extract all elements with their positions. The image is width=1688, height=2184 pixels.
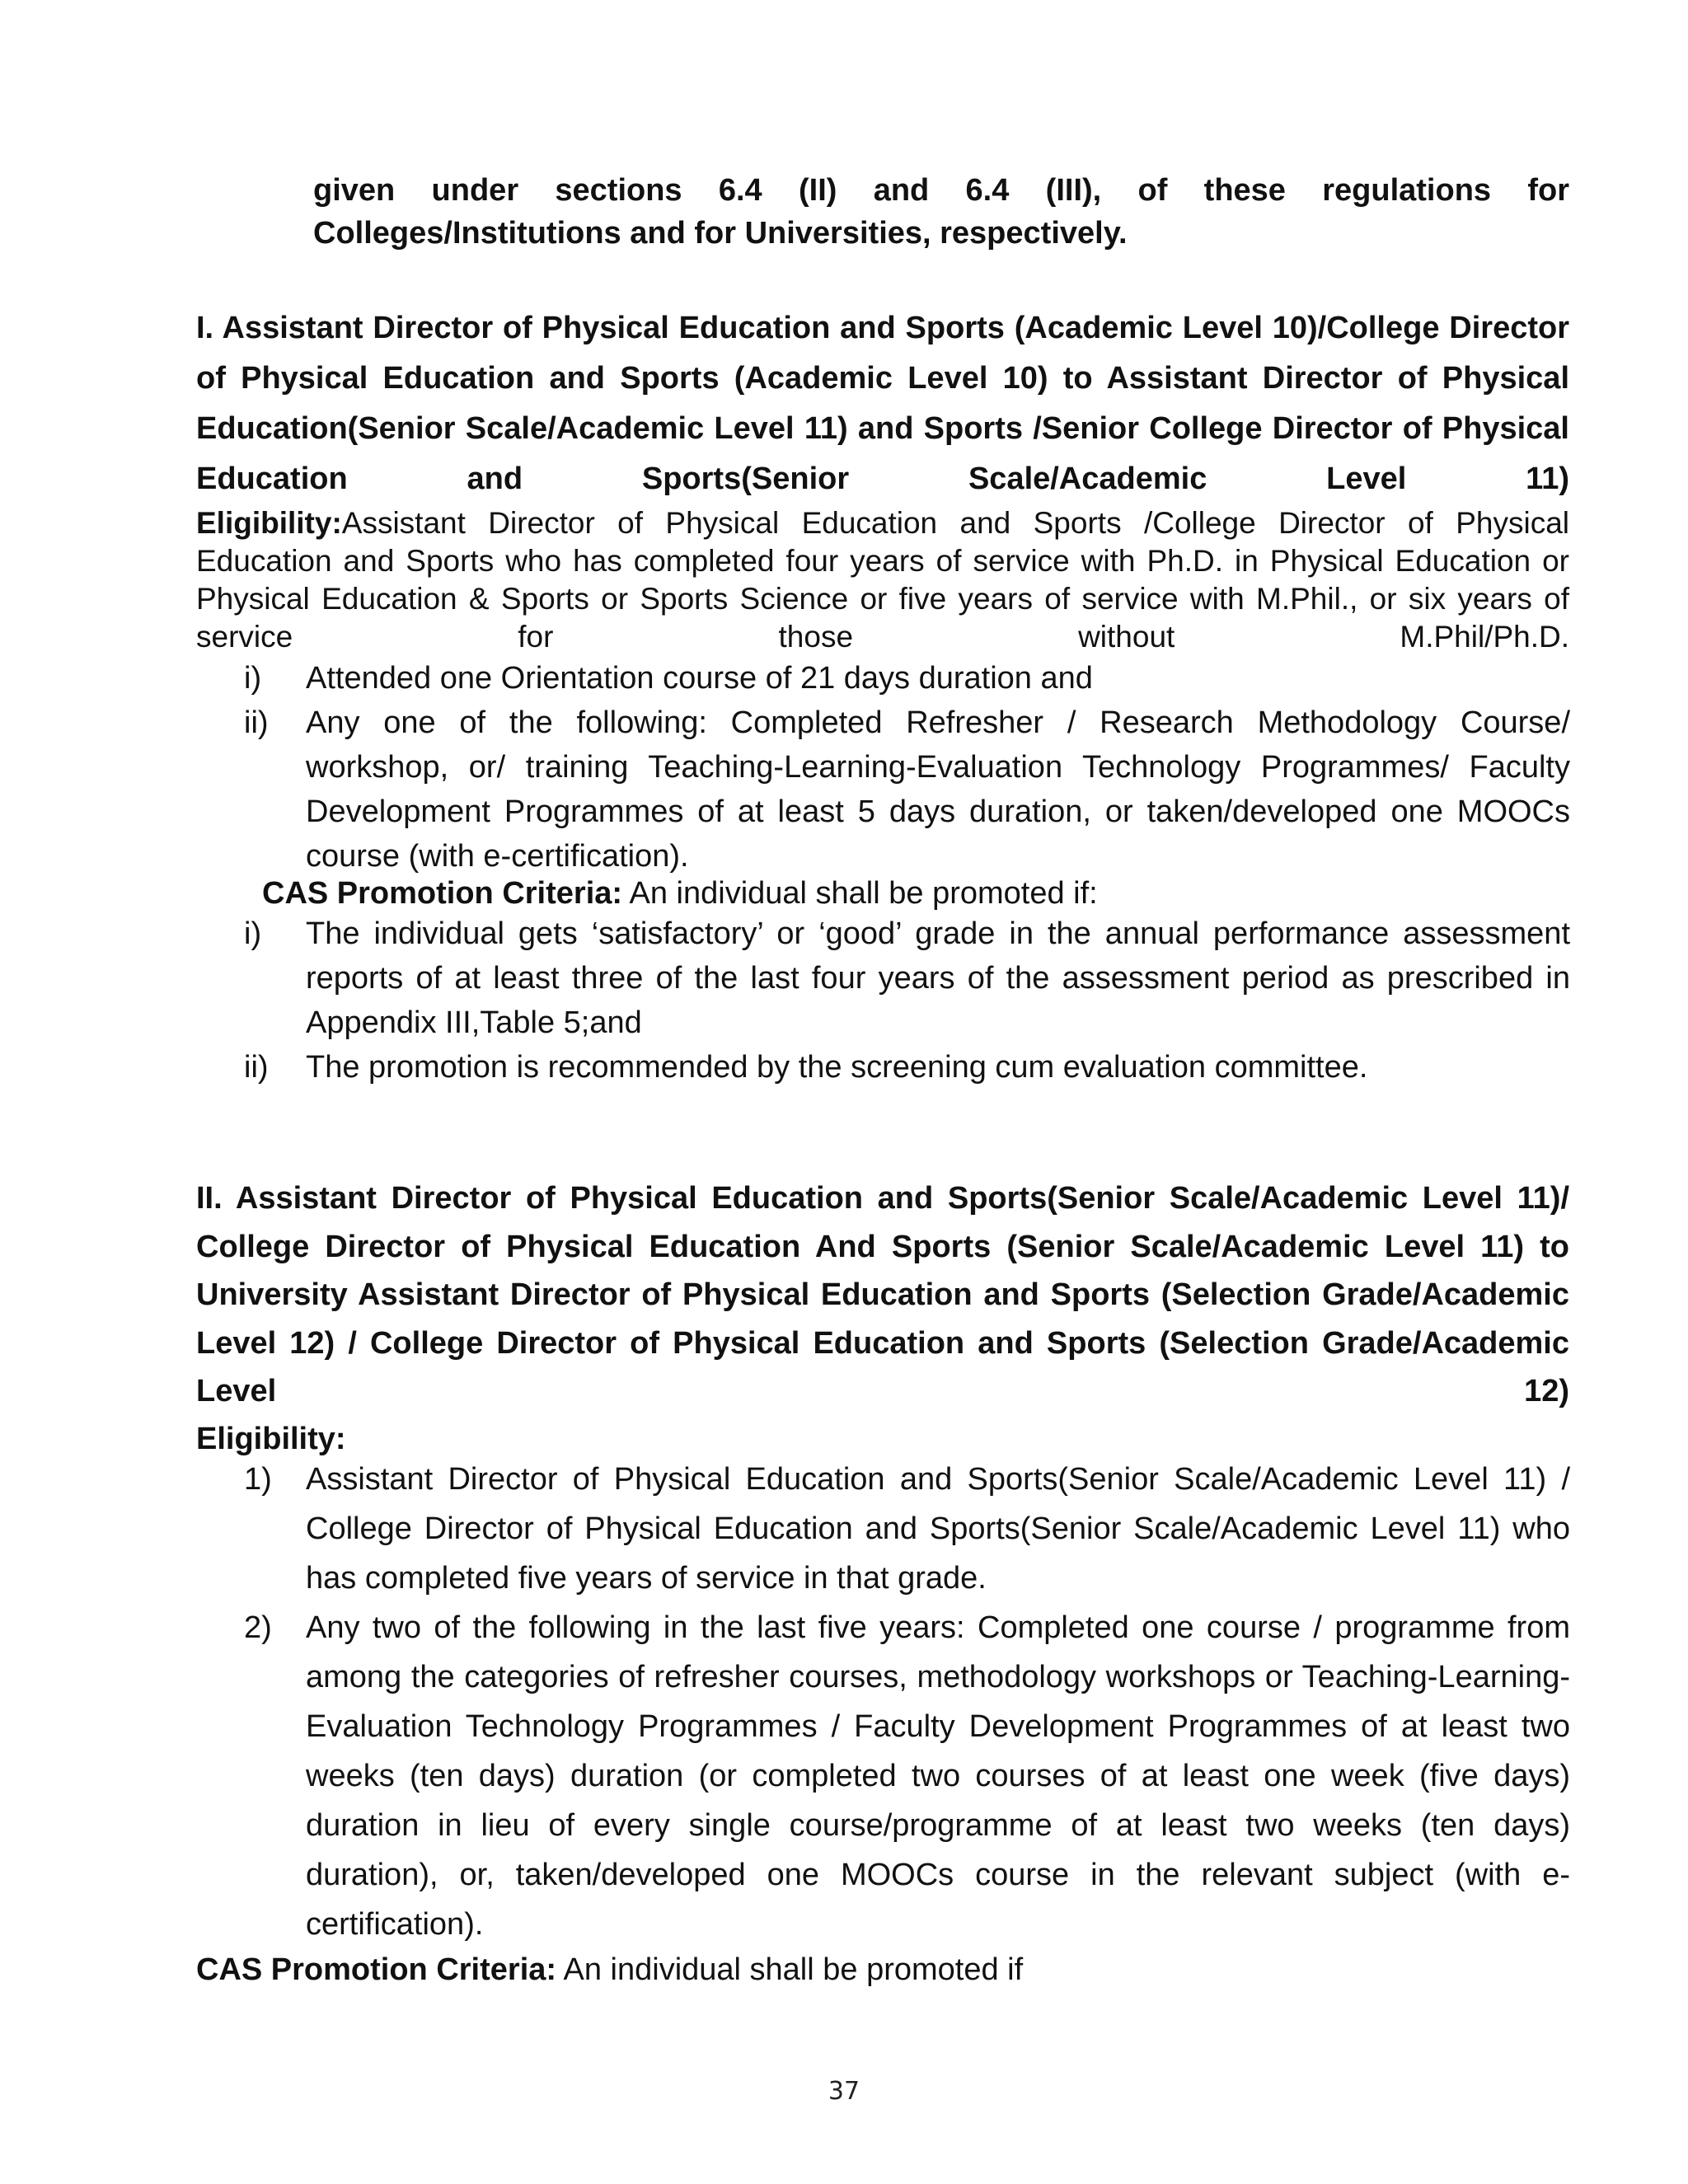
section-1-eligibility bbox=[196, 504, 1569, 656]
list-item-text: Assistant Director of Physical Education and Sports(Senior Scale/Academic Level 11) / College Director of Physical Education and Sports(Senior Scale/Academic Level 11) who has completed five years of service in that grade. bbox=[306, 1462, 1570, 1596]
list-item bbox=[244, 1045, 1570, 1090]
intro-paragraph bbox=[313, 169, 1569, 255]
section-2-cas-criteria bbox=[196, 1948, 1569, 1991]
section-2-cas-text: An individual shall be promoted if bbox=[556, 1952, 1024, 1987]
intro-line-1: given under sections 6.4 (II) and 6.4 (III), of these regulations for bbox=[313, 173, 1569, 208]
list-item bbox=[244, 912, 1570, 1045]
section-2-heading: II. Assistant Director of Physical Education and Sports(Senior Scale/Academic Level 11)/ College Director of Physical Education And Sports (Senior Scale/Academic Level 11) to University Assistant Director of Physical Education and Sports (Selection Grade/Academic Level 12) / College Director of Physical Education and Sports (Selection Grade/Academic Level 12) bbox=[196, 1181, 1569, 1408]
section-1-eligibility-label: Eligibility: bbox=[196, 506, 342, 540]
section-1-cas-list bbox=[244, 912, 1570, 1090]
list-item-text: Any two of the following in the last five years: Completed one course / programme from among the categories of refresher courses, methodology workshops or Teaching-Learning-Evaluation Technology Programmes / Faculty Development Programmes of at least two weeks (ten days) duration (or completed two courses of at least one week (five days) duration in lieu of every single course/programme of at least two weeks (ten days) duration), or, taken/developed one MOOCs course in the relevant subject (with e-certification). bbox=[306, 1610, 1570, 1942]
list-item bbox=[244, 1455, 1570, 1603]
section-1-cas-text: An individual shall be promoted if: bbox=[622, 876, 1098, 911]
list-item-number: 2) bbox=[244, 1610, 272, 1645]
list-item-text: The individual gets ‘satisfactory’ or ‘good’ grade in the annual performance assessment reports of at least three of the last four years of the assessment period as prescribed in Appendix III,Table 5;and bbox=[306, 916, 1570, 1040]
list-item bbox=[244, 656, 1570, 701]
page-number: 37 bbox=[828, 2077, 860, 2106]
list-item-number: 1) bbox=[244, 1462, 272, 1497]
section-1-cas-label: CAS Promotion Criteria: bbox=[262, 876, 623, 911]
list-item-number: i) bbox=[244, 661, 262, 696]
list-item bbox=[244, 701, 1570, 879]
section-1-cas-criteria bbox=[262, 872, 1570, 915]
list-item-text: Any one of the following: Completed Refresher / Research Methodology Course/ workshop, or/ training Teaching-Learning-Evaluation Technology Programmes/ Faculty Development Programmes of at least 5 days duration, or taken/developed one MOOCs course (with e-certification). bbox=[306, 705, 1570, 874]
list-item-text: The promotion is recommended by the screening cum evaluation committee. bbox=[306, 1050, 1368, 1085]
intro-line-2: Colleges/Institutions and for Universities, respectively. bbox=[313, 216, 1128, 251]
section-1-requirements-list bbox=[244, 656, 1570, 879]
list-item-number: ii) bbox=[244, 1050, 269, 1085]
list-item-number: i) bbox=[244, 916, 262, 951]
list-item-text: Attended one Orientation course of 21 days duration and bbox=[306, 661, 1093, 696]
section-2-eligibility-label: Eligibility: bbox=[196, 1422, 346, 1456]
section-1-eligibility-text: Assistant Director of Physical Education and Sports /College Director of Physical Education and Sports who has completed four years of service with Ph.D. in Physical Education or Physical Education & Sports or Sports Science or five years of service with M.Phil., or six years of service for those without M.Phil/Ph.D. bbox=[196, 506, 1569, 654]
section-1-heading: I. Assistant Director of Physical Education and Sports (Academic Level 10)/College Director of Physical Education and Sports (Academic Level 10) to Assistant Director of Physical Education(Senior Scale/Academic Level 11) and Sports /Senior College Director of Physical Education and Sports(Senior Scale/Academic Level 11) bbox=[196, 311, 1569, 496]
list-item-number: ii) bbox=[244, 705, 269, 740]
list-item bbox=[244, 1603, 1570, 1949]
section-2-eligibility-list bbox=[244, 1455, 1570, 1949]
section-2-cas-label: CAS Promotion Criteria: bbox=[196, 1952, 557, 1987]
